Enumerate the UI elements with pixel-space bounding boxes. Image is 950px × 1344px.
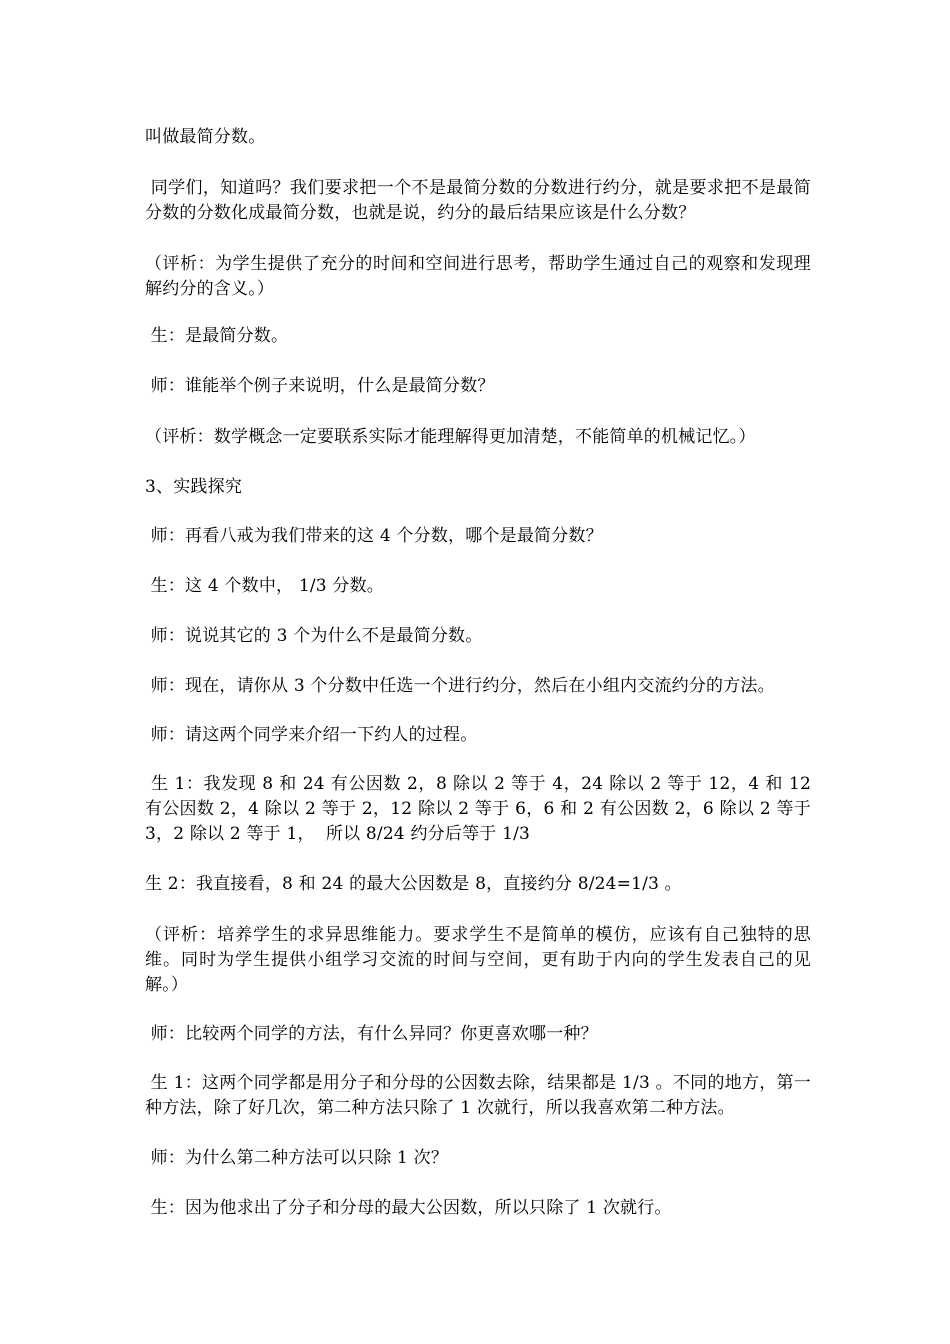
paragraph: 师：请这两个同学来介绍一下约人的过程。 [145, 725, 478, 745]
paragraph: 生 1：我发现 8 和 24 有公因数 2，8 除以 2 等于 4，24 除以 2 等于 12，4 和 12 有公因数 2，4 除以 2 等于 2，12 除以 2 等于 6，6 和 2 有公因数 2，6 除以 2 等于 3，2 除以 2 等于 1， 所以 8/24 约分后等于 1/3 [145, 774, 817, 844]
paragraph: 生：这 4 个数中， 1/3 分数。 [145, 576, 384, 596]
paragraph: （评析：培养学生的求异思维能力。要求学生不是简单的模仿，应该有自己独特的思维。同时为学生提供小组学习交流的时间与空间，更有助于内向的学生发表自己的见解。） [145, 925, 811, 995]
section-heading: 3、实践探究 [145, 477, 243, 497]
paragraph: 师：说说其它的 3 个为什么不是最简分数。 [145, 626, 483, 646]
paragraph: 叫做最简分数。 [145, 127, 266, 147]
paragraph: 同学们，知道吗？我们要求把一个不是最简分数的分数进行约分，就是要求把不是最简分数的分数化成最简分数，也就是说，约分的最后结果应该是什么分数？ [145, 178, 811, 223]
paragraph: 师：现在，请你从 3 个分数中任选一个进行约分，然后在小组内交流约分的方法。 [145, 676, 775, 696]
paragraph: 师：再看八戒为我们带来的这 4 个分数，哪个是最简分数？ [145, 526, 603, 546]
paragraph: 生 1：这两个同学都是用分子和分母的公因数去除，结果都是 1/3 。不同的地方，第一种方法，除了好几次，第二种方法只除了 1 次就行，所以我喜欢第二种方法。 [145, 1073, 811, 1118]
paragraph: 生：因为他求出了分子和分母的最大公因数，所以只除了 1 次就行。 [145, 1198, 672, 1218]
paragraph: （评析：数学概念一定要联系实际才能理解得更加清楚，不能简单的机械记忆。） [145, 427, 756, 447]
paragraph: 师：谁能举个例子来说明，什么是最简分数？ [145, 376, 495, 396]
paragraph: 生 2：我直接看，8 和 24 的最大公因数是 8，直接约分 8/24=1/3 。 [145, 874, 682, 894]
paragraph: 师：比较两个同学的方法，有什么异同？你更喜欢哪一种？ [145, 1024, 598, 1044]
paragraph: 师：为什么第二种方法可以只除 1 次？ [145, 1148, 449, 1168]
paragraph: （评析：为学生提供了充分的时间和空间进行思考，帮助学生通过自己的观察和发现理解约分的含义。） [145, 254, 811, 299]
paragraph: 生：是最简分数。 [145, 326, 289, 346]
